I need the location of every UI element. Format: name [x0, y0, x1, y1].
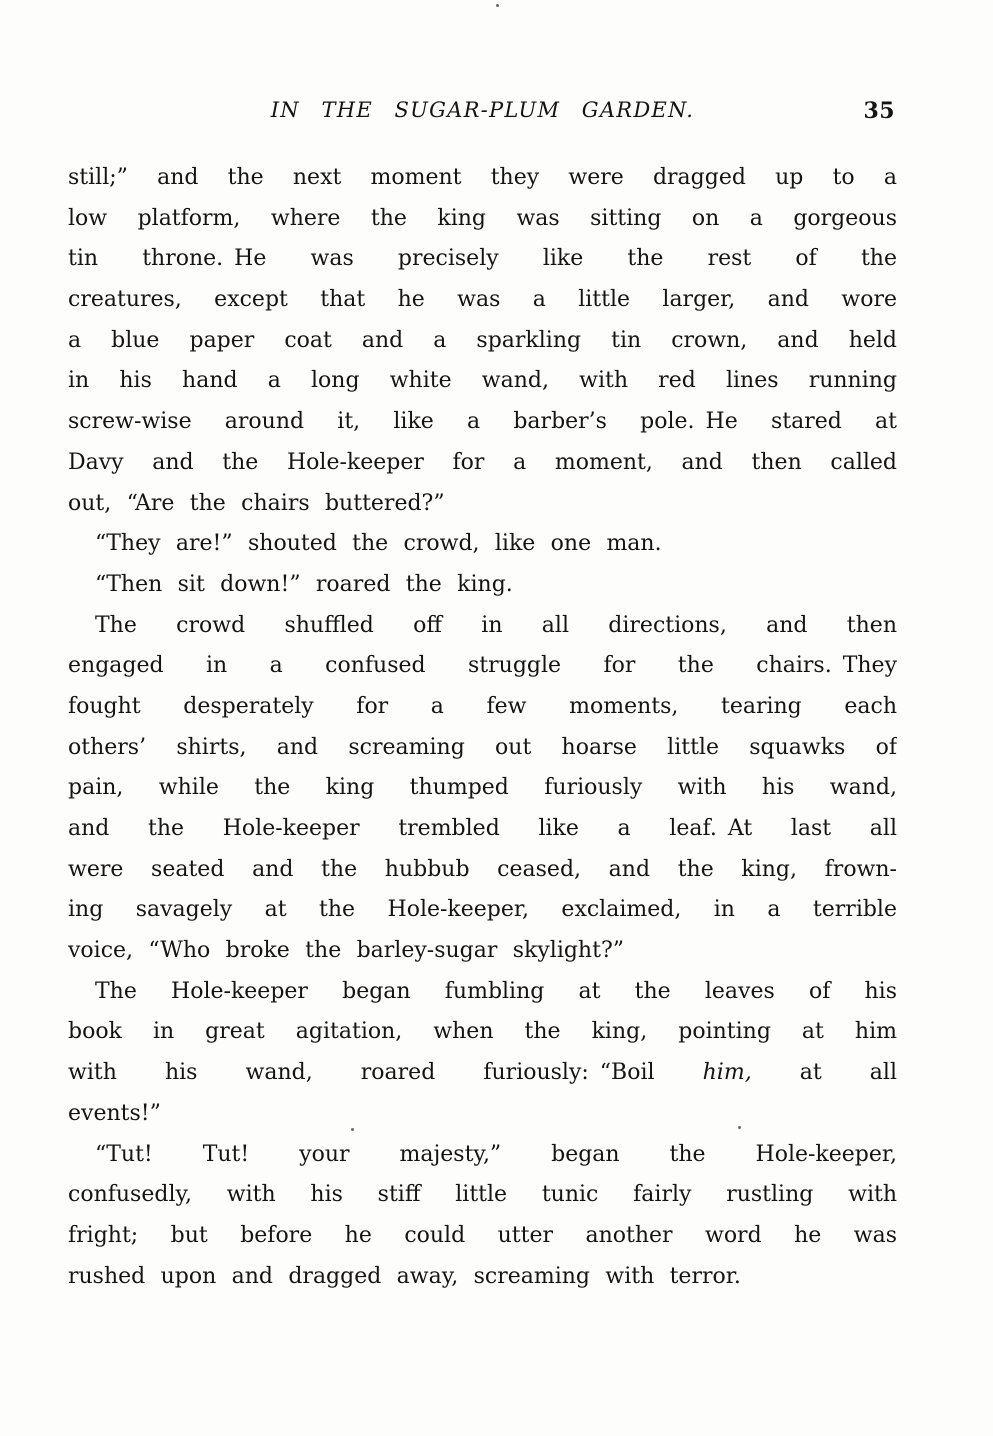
page-number: 35: [863, 98, 895, 124]
page-header: [68, 98, 897, 132]
text-line: screw-wise around it, like a barber’s pole. He stared at: [68, 409, 897, 435]
text-line: others’ shirts, and screaming out hoarse little squawks of: [68, 734, 897, 760]
text-line: with his wand, roared furiously: “Boil him, at all: [68, 1060, 897, 1086]
text-line: confusedly, with his stiff little tunic fairly rustling with: [68, 1182, 897, 1208]
text-line: a blue paper coat and a sparkling tin crown, and held: [68, 327, 897, 353]
text-line: engaged in a confused struggle for the chairs. They: [68, 653, 897, 679]
paragraph: [68, 565, 897, 606]
text-line: voice, “Who broke the barley-sugar skylight?”: [68, 938, 624, 964]
text-line: The crowd shuffled off in all directions, and then: [95, 612, 897, 638]
paragraph: [68, 972, 897, 1135]
text-line: creatures, except that he was a little larger, and wore: [68, 287, 897, 313]
text-line: events!”: [68, 1100, 161, 1126]
text-line: were seated and the hubbub ceased, and the king, frown-: [68, 856, 897, 882]
text-line: out, “Are the chairs buttered?”: [68, 490, 445, 516]
text-line: “They are!” shouted the crowd, like one man.: [95, 531, 662, 557]
paragraph: [68, 524, 897, 565]
text-block: [68, 158, 897, 1297]
text-line: and the Hole-keeper trembled like a leaf. At last all: [68, 816, 897, 841]
text-line: “Then sit down!” roared the king.: [95, 571, 513, 597]
text-line: still;” and the next moment they were dragged up to a: [68, 165, 897, 190]
paragraph: [68, 606, 897, 972]
text-line: ing savagely at the Hole-keeper, exclaimed, in a terrible: [68, 897, 897, 923]
text-line: Davy and the Hole-keeper for a moment, and then called: [68, 449, 897, 475]
text-line: fought desperately for a few moments, tearing each: [68, 693, 897, 719]
text-line: book in great agitation, when the king, pointing at him: [68, 1019, 897, 1045]
text-line: tin throne. He was precisely like the rest of the: [68, 246, 897, 272]
paragraph: [68, 158, 897, 524]
text-line: in his hand a long white wand, with red lines running: [68, 368, 897, 394]
scan-speck: [496, 4, 499, 7]
text-line: low platform, where the king was sitting on a gorgeous: [68, 205, 897, 231]
paragraph: [68, 1135, 897, 1298]
text-line: The Hole-keeper began fumbling at the leaves of his: [95, 978, 897, 1004]
running-title: IN THE SUGAR-PLUM GARDEN.: [270, 98, 695, 122]
text-line: fright; but before he could utter another word he was: [68, 1222, 897, 1248]
text-line: pain, while the king thumped furiously with his wand,: [68, 775, 897, 801]
scan-speck: [738, 1126, 741, 1129]
scan-speck: [351, 1128, 354, 1131]
text-line: rushed upon and dragged away, screaming with terror.: [68, 1263, 741, 1289]
text-line: “Tut! Tut! your majesty,” began the Hole-keeper,: [95, 1141, 897, 1167]
